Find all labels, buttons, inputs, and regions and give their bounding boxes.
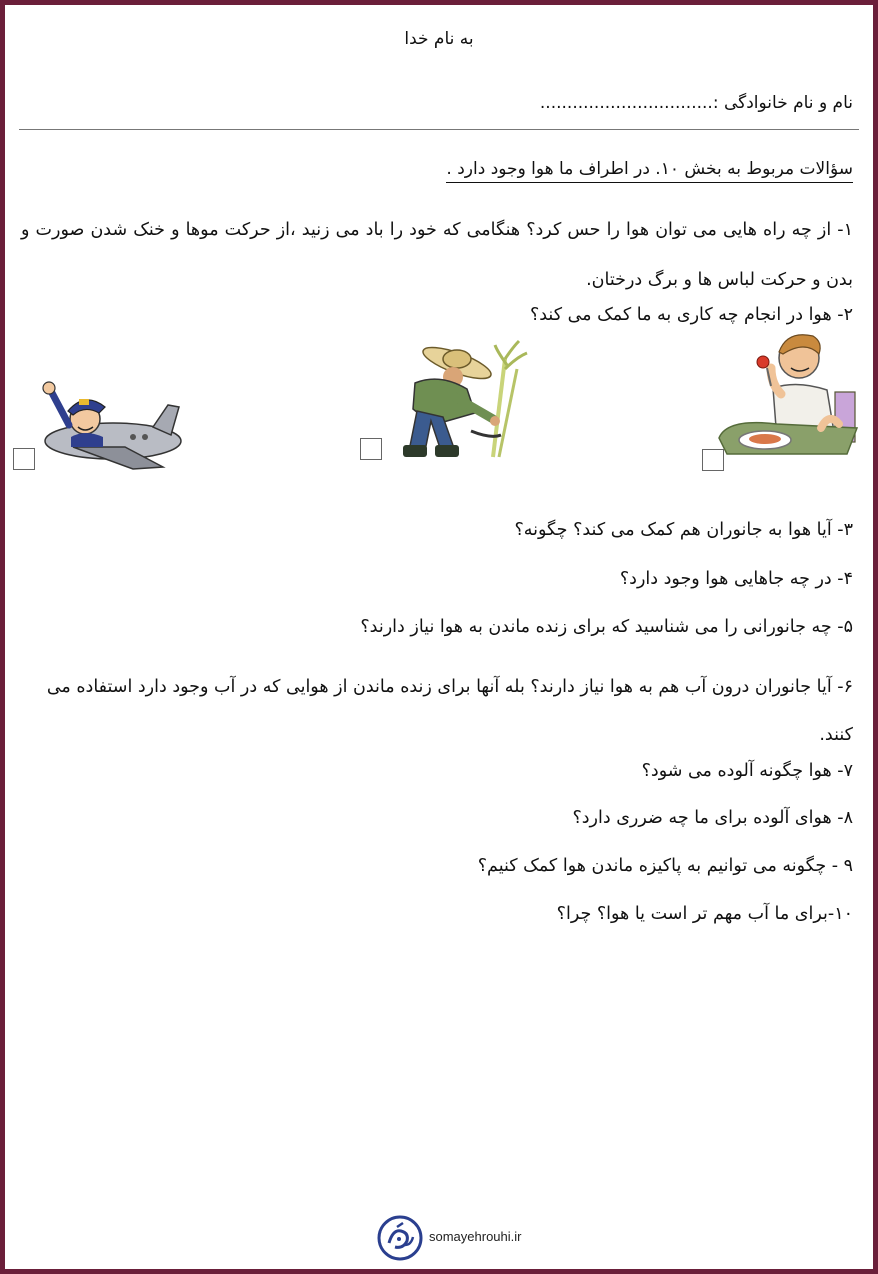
question-1: ۱- از چه راه هایی می توان هوا را حس کرد؟ هنگامی که خود را باد می زنید ،از حرکت موها و خنک شدن صورت و بدن و حرکت لباس ها و برگ درختان.: [21, 220, 853, 290]
question-2: ۲- هوا در انجام چه کاری به ما کمک می کند؟: [529, 305, 853, 325]
pilot-airplane-icon: [33, 377, 183, 481]
option-checkbox-airplane[interactable]: [13, 448, 35, 470]
question-10: ۱۰-برای ما آب مهم تر است یا هوا؟ چرا؟: [556, 904, 853, 924]
question-6: ۶- آیا جانوران درون آب هم به هوا نیاز دارند؟ بله آنها برای زنده ماندن از هوایی که در آب وجود دارد استفاده می کنند.: [46, 677, 853, 745]
question-9: ۹ - چگونه می توانیم به پاکیزه ماندن هوا کمک کنیم؟: [477, 856, 853, 876]
student-name-field[interactable]: نام و نام خانوادگی :................................: [539, 93, 853, 113]
farmer-harvesting-icon: [395, 339, 545, 461]
question-3: ۳- آیا هوا به جانوران هم کمک می کند؟ چگونه؟: [514, 520, 853, 540]
page-header: به نام خدا: [404, 29, 474, 49]
question-8: ۸- هوای آلوده برای ما چه ضرری دارد؟: [572, 808, 853, 828]
header-divider: [19, 129, 859, 130]
website-link[interactable]: somayehrouhi.ir: [429, 1229, 522, 1244]
question-4: ۴- در چه جاهایی هوا وجود دارد؟: [619, 569, 853, 589]
somayeh-rouhi-logo: [377, 1215, 423, 1261]
question-5: ۵- چه جانورانی را می شناسید که برای زنده ماندن به هوا نیاز دارند؟: [360, 617, 853, 637]
section-title: سؤالات مربوط به بخش ۱۰. در اطراف ما هوا وجود دارد .: [446, 159, 853, 183]
question-7: ۷- هوا چگونه آلوده می شود؟: [641, 761, 853, 781]
boy-eating-icon: [717, 328, 862, 458]
option-checkbox-farmer[interactable]: [360, 438, 382, 460]
